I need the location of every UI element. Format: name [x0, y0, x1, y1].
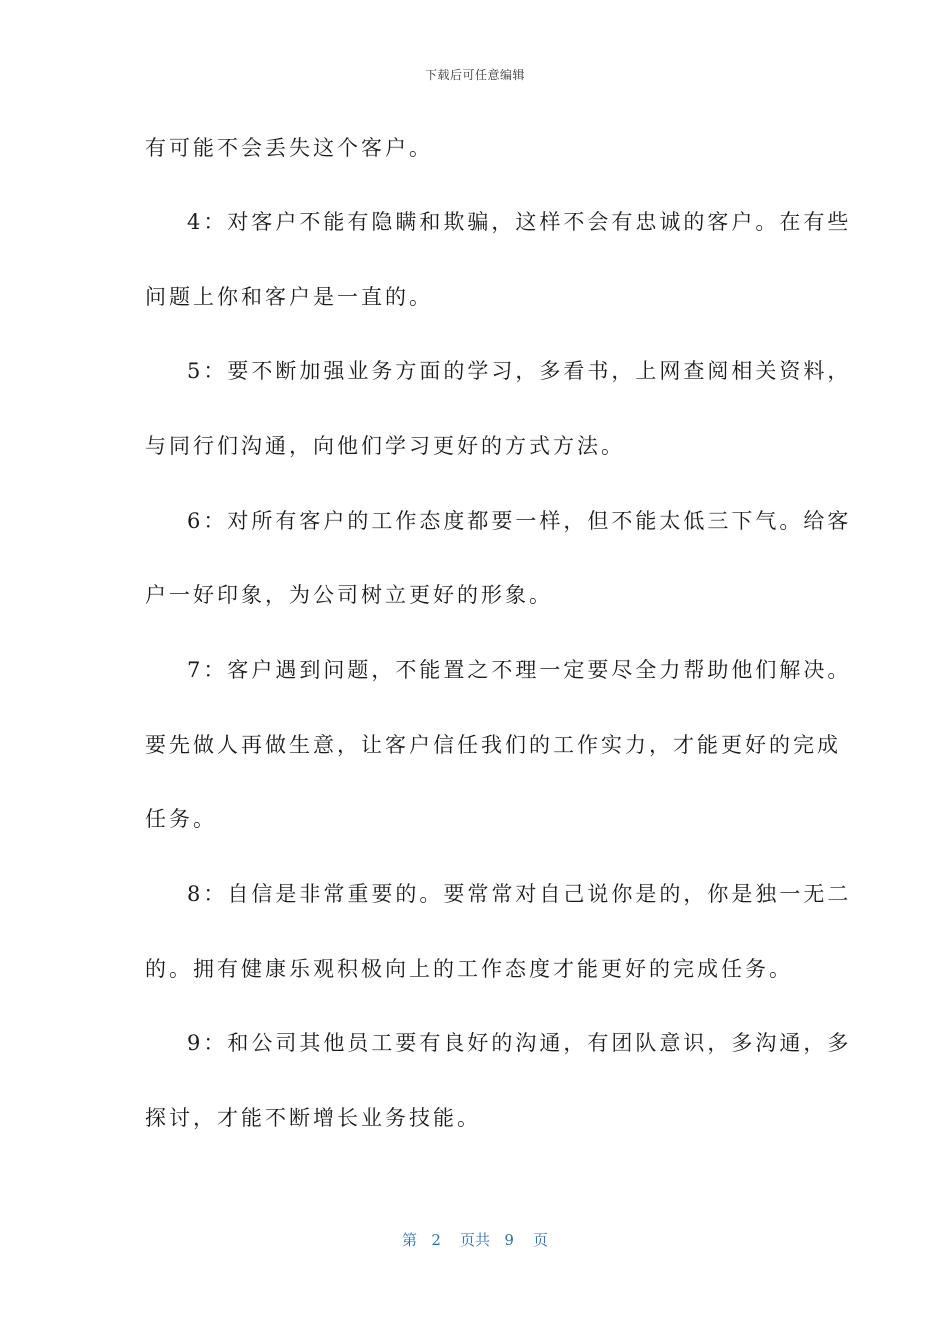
total-pages-number: 9: [504, 1231, 514, 1249]
paragraph-line: 任务。: [145, 807, 217, 831]
paragraph-line: 5：要不断加强业务方面的学习，多看书，上网查阅相关资料，: [187, 359, 852, 383]
paragraph-line: 户一好印象，为公司树立更好的形象。: [145, 583, 553, 607]
paragraph-line: 有可能不会丢失这个客户。: [145, 136, 433, 160]
paragraph-line: 问题上你和客户是一直的。: [145, 285, 433, 309]
page-header: 下载后可任意编辑: [424, 68, 525, 82]
footer-mid: 页共: [459, 1231, 490, 1249]
paragraph-line: 8：自信是非常重要的。要常常对自己说你是的，你是独一无二: [187, 882, 852, 906]
page-number-footer: [0, 1229, 950, 1250]
footer-suffix: 页: [532, 1231, 548, 1249]
paragraph-line: 4：对客户不能有隐瞒和欺骗，这样不会有忠诚的客户。在有些: [187, 210, 852, 234]
footer-prefix: 第: [402, 1231, 418, 1249]
paragraph-line: 要先做人再做生意，让客户信任我们的工作实力，才能更好的完成: [145, 733, 841, 757]
paragraph-line: 探讨，才能不断增长业务技能。: [145, 1106, 481, 1130]
paragraph-line: 6：对所有客户的工作态度都要一样，但不能太低三下气。给客: [187, 509, 852, 533]
paragraph-line: 与同行们沟通，向他们学习更好的方式方法。: [145, 434, 625, 458]
current-page-number: 2: [431, 1231, 441, 1249]
paragraph-line: 9：和公司其他员工要有良好的沟通，有团队意识，多沟通，多: [187, 1031, 852, 1055]
paragraph-line: 7：客户遇到问题，不能置之不理一定要尽全力帮助他们解决。: [187, 658, 852, 682]
paragraph-line: 的。拥有健康乐观积极向上的工作态度才能更好的完成任务。: [145, 957, 793, 981]
